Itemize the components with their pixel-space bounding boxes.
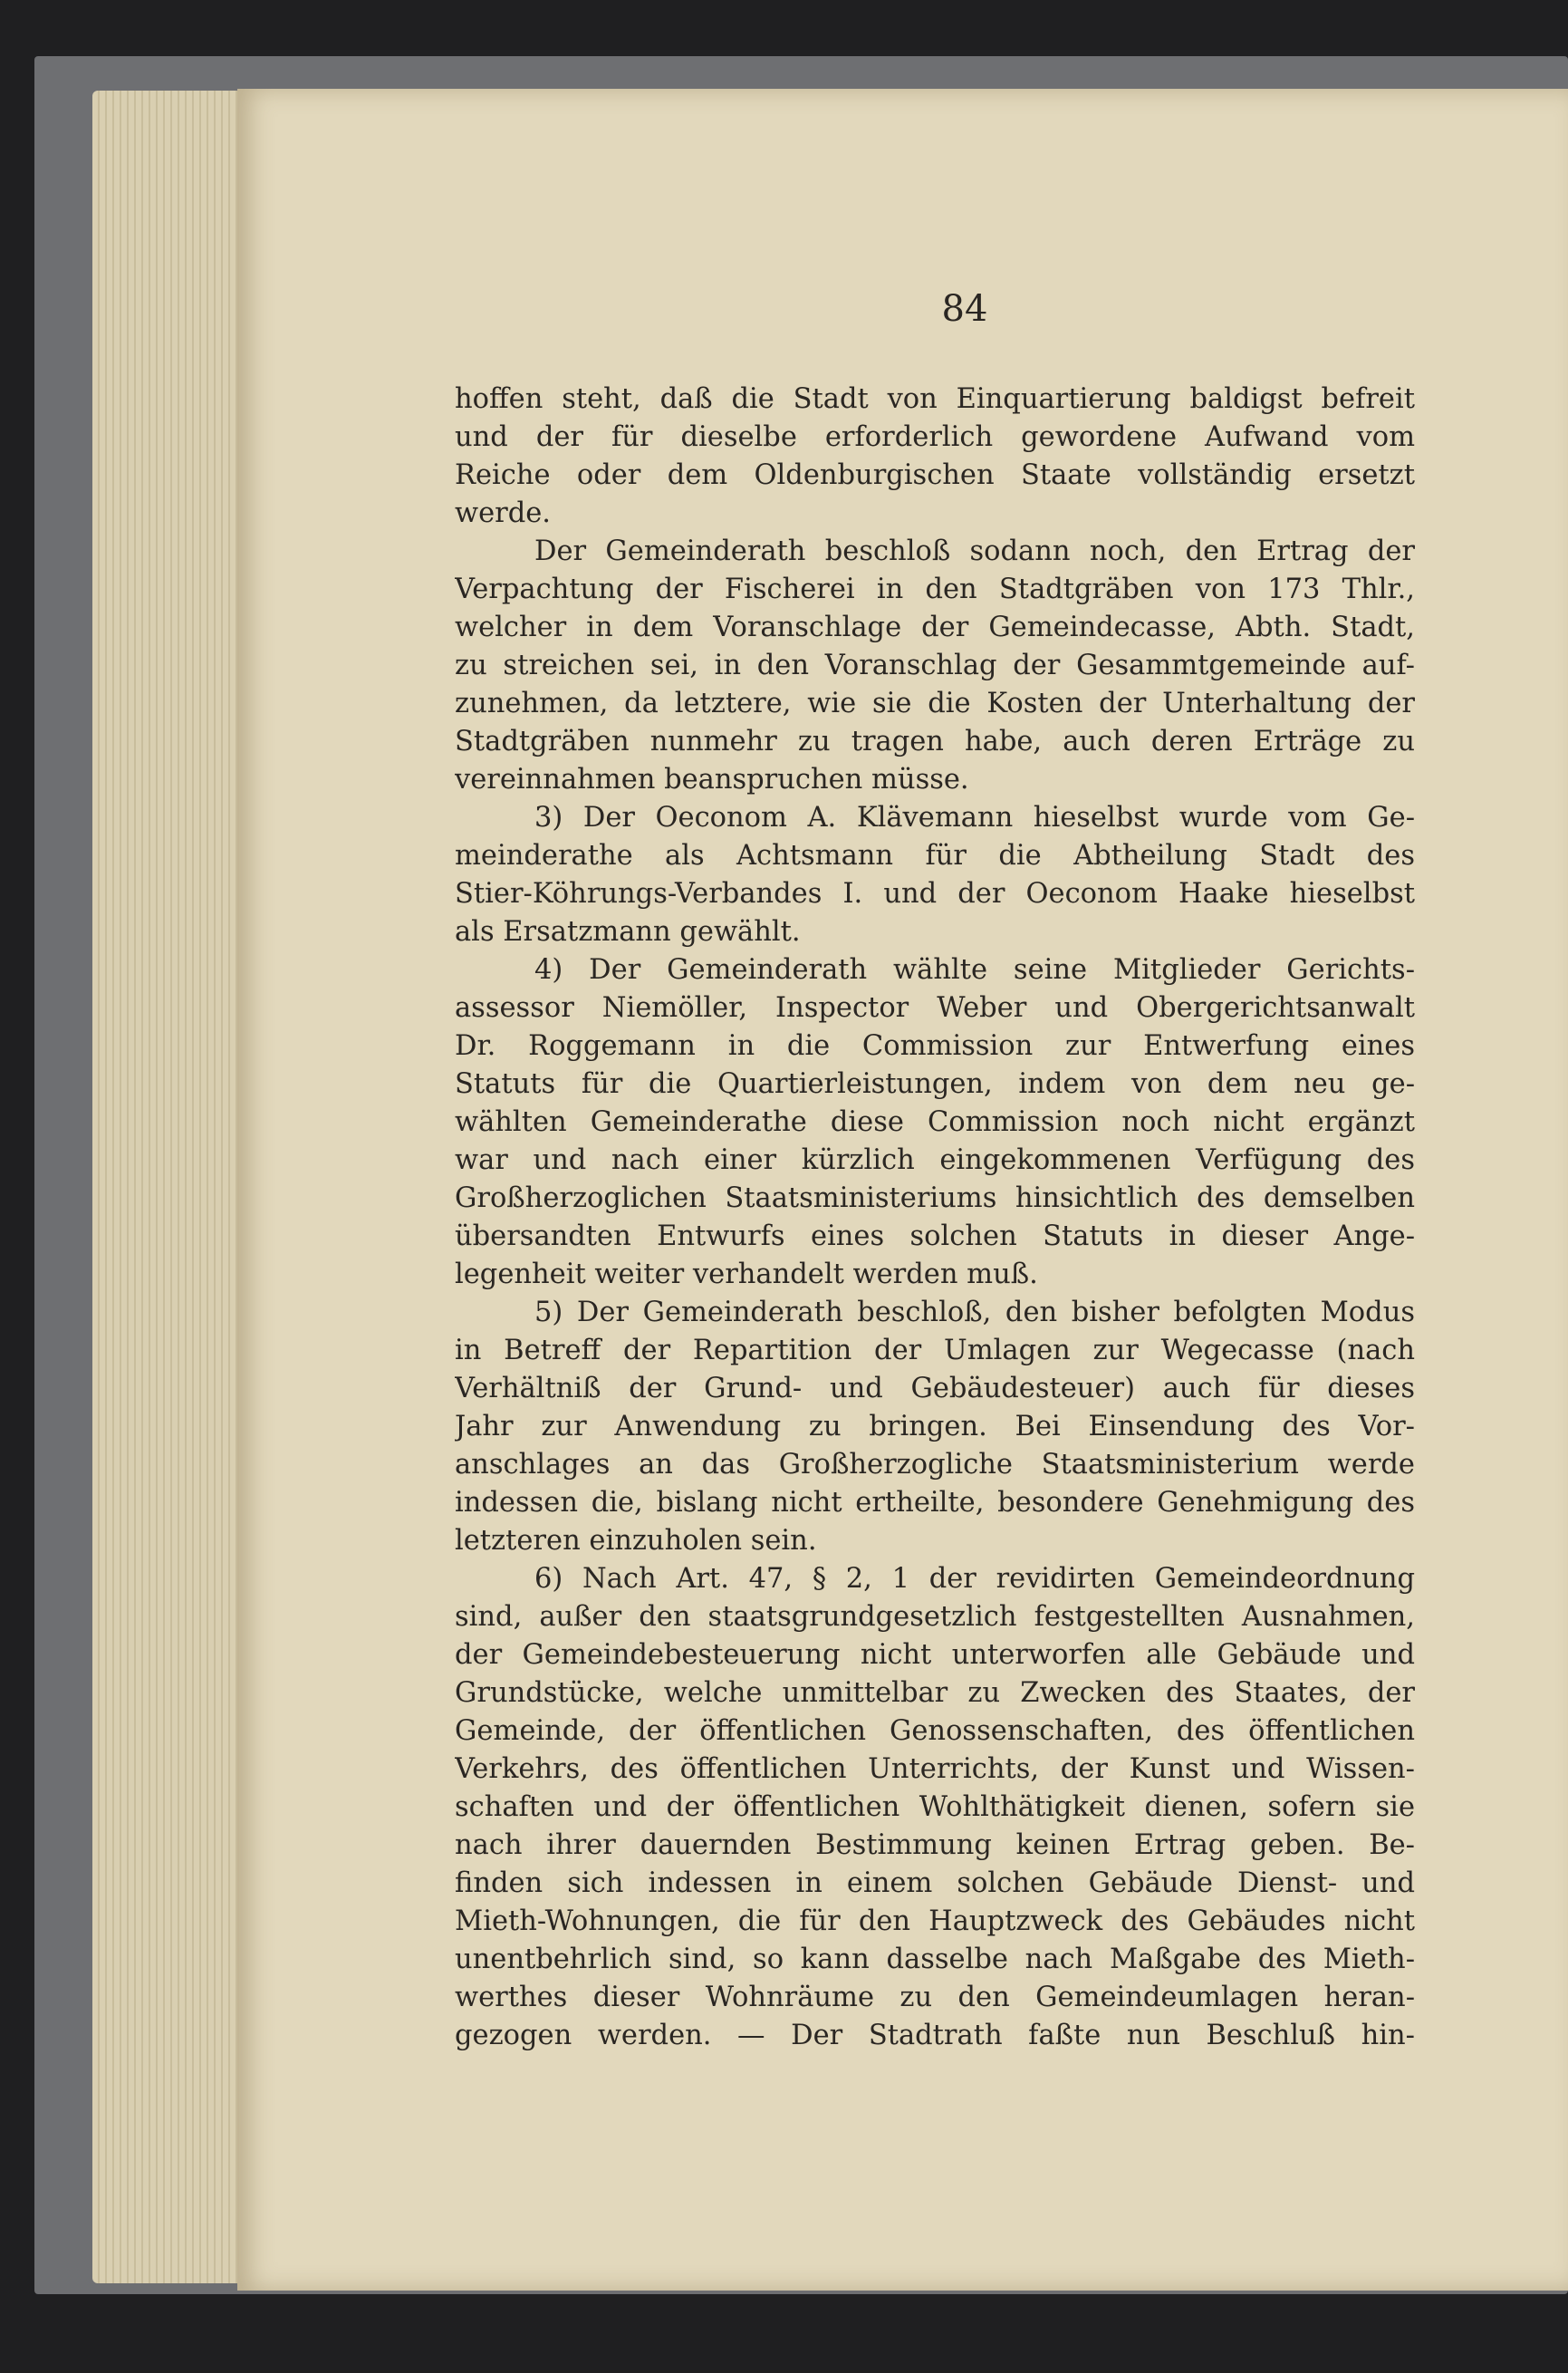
text-line: wählten Gemeinderathe diese Commission noch nicht ergänzt (455, 1106, 1415, 1138)
text-line: Dr. Roggemann in die Commission zur Entwerfung eines (455, 1030, 1415, 1062)
text-line: Mieth-Wohnungen, die für den Hauptzweck des Gebäudes nicht (455, 1905, 1415, 1937)
text-line: Verpachtung der Fischerei in den Stadtgräben von 173 Thlr., (455, 574, 1415, 605)
text-line: Der Gemeinderath beschloß sodann noch, den Ertrag der (534, 535, 1415, 567)
text-line: und der für dieselbe erforderlich gewordene Aufwand vom (455, 421, 1415, 453)
text-line: Grundstücke, welche unmittelbar zu Zwecken des Staates, der (455, 1677, 1415, 1709)
page-number: 84 (941, 288, 988, 330)
text-line: 3) Der Oeconom A. Klävemann hieselbst wurde vom Ge- (534, 802, 1415, 834)
text-line: schaften und der öffentlichen Wohlthätigkeit dienen, sofern sie (455, 1791, 1415, 1823)
text-line: werthes dieser Wohnräume zu den Gemeindeumlagen heran- (455, 1982, 1415, 2013)
text-line: zunehmen, da letztere, wie sie die Kosten der Unterhaltung der (455, 688, 1415, 719)
text-line: Verkehrs, des öffentlichen Unterrichts, der Kunst und Wissen- (455, 1753, 1415, 1785)
text-line: Jahr zur Anwendung zu bringen. Bei Einsendung des Vor- (455, 1411, 1415, 1442)
text-line: vereinnahmen beanspruchen müsse. (455, 764, 969, 796)
text-line: Stadtgräben nunmehr zu tragen habe, auch deren Erträge zu (455, 726, 1415, 757)
text-line: werde. (455, 497, 552, 529)
text-line: finden sich indessen in einem solchen Gebäude Dienst- und (455, 1867, 1415, 1899)
page-edges (92, 91, 246, 2283)
text-line: indessen die, bislang nicht ertheilte, besondere Genehmigung des (455, 1487, 1415, 1519)
text-line: sind, außer den staatsgrundgesetzlich festgestellten Ausnahmen, (455, 1601, 1415, 1633)
text-line: der Gemeindebesteuerung nicht unterworfen alle Gebäude und (455, 1639, 1415, 1671)
text-line: Statuts für die Quartierleistungen, indem von dem neu ge- (455, 1068, 1415, 1100)
text-line: Verhältniß der Grund- und Gebäudesteuer) auch für dieses (455, 1373, 1415, 1404)
text-line: Großherzoglichen Staatsministeriums hinsichtlich des demselben (455, 1182, 1415, 1214)
body-text (455, 381, 1415, 2055)
text-line: anschlages an das Großherzogliche Staatsministerium werde (455, 1449, 1415, 1481)
text-line: assessor Niemöller, Inspector Weber und Obergerichtsanwalt (455, 992, 1415, 1024)
text-line: letzteren einzuholen sein. (455, 1525, 817, 1557)
text-line: welcher in dem Voranschlage der Gemeindecasse, Abth. Stadt, (455, 612, 1415, 643)
text-line: war und nach einer kürzlich eingekommenen Verfügung des (455, 1144, 1415, 1176)
text-line: Gemeinde, der öffentlichen Genossenschaften, des öffentlichen (455, 1715, 1415, 1747)
text-line: 6) Nach Art. 47, § 2, 1 der revidirten Gemeindeordnung (534, 1563, 1415, 1595)
text-line: meinderathe als Achtsmann für die Abtheilung Stadt des (455, 840, 1415, 872)
text-line: gezogen werden. — Der Stadtrath faßte nun Beschluß hin- (455, 2020, 1415, 2051)
text-line: übersandten Entwurfs eines solchen Statuts in dieser Ange- (455, 1220, 1415, 1252)
text-line: legenheit weiter verhandelt werden muß. (455, 1259, 1038, 1290)
text-line: unentbehrlich sind, so kann dasselbe nach Maßgabe des Mieth- (455, 1944, 1415, 1975)
text-line: als Ersatzmann gewählt. (455, 916, 801, 948)
text-line: Stier-Köhrungs-Verbandes I. und der Oeconom Haake hieselbst (455, 878, 1415, 910)
text-line: 5) Der Gemeinderath beschloß, den bisher befolgten Modus (534, 1297, 1415, 1328)
text-line: zu streichen sei, in den Voranschlag der Gesammtgemeinde auf- (455, 650, 1415, 681)
text-line: Reiche oder dem Oldenburgischen Staate vollständig ersetzt (455, 459, 1415, 491)
text-line: nach ihrer dauernden Bestimmung keinen Ertrag geben. Be- (455, 1829, 1415, 1861)
text-line: 4) Der Gemeinderath wählte seine Mitglieder Gerichts- (534, 954, 1415, 986)
text-line: in Betreff der Repartition der Umlagen zur Wegecasse (nach (455, 1335, 1415, 1366)
text-line: hoffen steht, daß die Stadt von Einquartierung baldigst befreit (455, 383, 1415, 415)
